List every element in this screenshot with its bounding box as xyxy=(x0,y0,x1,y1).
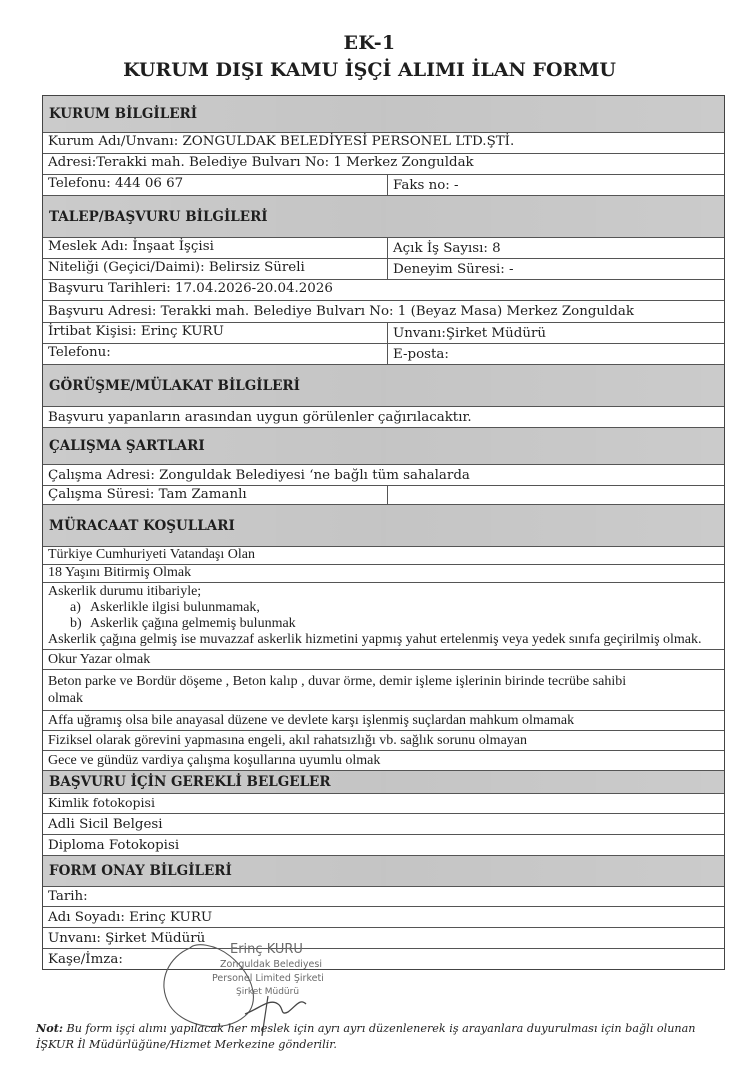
belgeler-item: Diploma Fotokopisi xyxy=(48,838,180,853)
talep-occupation: Meslek Adı: İnşaat İşçisi xyxy=(43,238,388,258)
talep-contact-row xyxy=(43,323,724,344)
kurum-name-row xyxy=(43,133,724,154)
belgeler-item: Kimlik fotokopisi xyxy=(48,795,155,810)
stamp-line-3: Personel Limited Şirketi xyxy=(212,973,324,984)
belgeler-item: Adli Sicil Belgesi xyxy=(48,817,163,832)
belgeler-row xyxy=(43,794,724,814)
muracaat-age: 18 Yaşını Bitirmiş Olmak xyxy=(48,565,192,580)
onay-title: Unvanı: Şirket Müdürü xyxy=(48,931,206,946)
military-item-a-label: a) xyxy=(70,600,81,615)
calisma-duration-row xyxy=(43,486,724,505)
talep-apply-address-row xyxy=(43,301,724,323)
footnote-label: Not: xyxy=(36,1021,63,1035)
muracaat-military-row xyxy=(43,583,724,650)
section-talep-heading: TALEP/BAŞVURU BİLGİLERİ xyxy=(43,196,724,238)
talep-email: E-posta: xyxy=(393,347,449,362)
talep-openings: Açık İş Sayısı: 8 xyxy=(393,241,501,256)
talep-nature: Niteliği (Geçici/Daimi): Belirsiz Süreli xyxy=(43,259,388,279)
muracaat-shift: Gece ve gündüz vardiya çalışma koşullarına uyumlu olmak xyxy=(48,753,381,768)
section-belgeler-heading: BAŞVURU İÇİN GEREKLİ BELGELER xyxy=(43,771,724,794)
military-item-b-label: b) xyxy=(70,616,82,631)
muracaat-experience: Beton parke ve Bordür döşeme , Beton kalıp , duvar örme, demir işleme işlerinin birinde tecrübe sahibi olmak xyxy=(48,674,627,706)
stamp-line-2: Zonguldak Belediyesi xyxy=(220,959,322,970)
section-onay-heading: FORM ONAY BİLGİLERİ xyxy=(43,856,724,887)
muracaat-experience-row xyxy=(43,670,724,711)
section-calisma-heading: ÇALIŞMA ŞARTLARI xyxy=(43,428,724,465)
talep-contact: İrtibat Kişisi: Erinç KURU xyxy=(43,323,388,343)
military-intro: Askerlik durumu itibariyle; xyxy=(48,584,202,599)
annex-label: EK-1 xyxy=(343,32,396,54)
belgeler-row xyxy=(43,835,724,856)
talep-apply-address: Başvuru Adresi: Terakki mah. Belediye Bulvarı No: 1 (Beyaz Masa) Merkez Zonguldak xyxy=(48,304,634,319)
kurum-fax: Faks no: - xyxy=(393,178,459,193)
onay-seal-row xyxy=(43,949,724,969)
talep-dates-row xyxy=(43,280,724,301)
footnote-text: Bu form işçi alımı yapılacak her meslek için ayrı ayrı düzenlenerek iş arayanlara duyurulması için bağlı olunan İŞKUR İl Müdürlüğüne/Hizmet Merkezine gönderilir. xyxy=(36,1022,696,1051)
military-note: Askerlik çağına gelmiş ise muvazzaf askerlik hizmetini yapmış yahut ertelenmiş veya yedek sınıfa geçirilmiş olmak. xyxy=(48,632,702,647)
stamp-line-4: Şirket Müdürü xyxy=(236,987,300,997)
calisma-duration-empty xyxy=(388,486,724,504)
calisma-address-row xyxy=(43,465,724,486)
footnote xyxy=(36,1020,726,1053)
onay-name: Adı Soyadı: Erinç KURU xyxy=(48,910,213,925)
gorusme-row xyxy=(43,407,724,428)
section-muracaat-heading: MÜRACAAT KOŞULLARI xyxy=(43,505,724,547)
job-posting-form xyxy=(42,95,725,970)
section-gorusme-heading: GÖRÜŞME/MÜLAKAT BİLGİLERİ xyxy=(43,365,724,407)
onay-name-row xyxy=(43,907,724,928)
belgeler-row xyxy=(43,814,724,835)
muracaat-military xyxy=(43,583,724,649)
talep-dates: Başvuru Tarihleri: 17.04.2026-20.04.2026 xyxy=(48,281,333,296)
calisma-duration: Çalışma Süresi: Tam Zamanlı xyxy=(43,486,388,504)
military-item-b xyxy=(48,616,719,632)
muracaat-health: Fiziksel olarak görevini yapmasına engeli, akıl rahatsızlığı vb. sağlık sorunu olmayan xyxy=(48,733,527,748)
muracaat-criminal-row xyxy=(43,711,724,731)
onay-date: Tarih: xyxy=(48,889,88,904)
talep-contact-title: Unvanı:Şirket Müdürü xyxy=(393,326,546,341)
military-item-a xyxy=(48,600,719,616)
calisma-address: Çalışma Adresi: Zonguldak Belediyesi ‘ne bağlı tüm sahalarda xyxy=(48,468,470,483)
kurum-phone: Telefonu: 444 06 67 xyxy=(43,175,388,195)
kurum-name: Kurum Adı/Unvanı: ZONGULDAK BELEDİYESİ PERSONEL LTD.ŞTİ. xyxy=(48,134,515,149)
stamp-line-1: Erinç KURU xyxy=(230,942,303,957)
kurum-address-row xyxy=(43,154,724,175)
onay-seal: Kaşe/İmza: xyxy=(48,952,123,967)
onay-date-row xyxy=(43,887,724,907)
form-title: KURUM DIŞI KAMU İŞÇİ ALIMI İLAN FORMU xyxy=(123,59,616,81)
document-header xyxy=(0,30,739,84)
muracaat-age-row xyxy=(43,565,724,583)
military-item-a-text: Askerlikle ilgisi bulunmamak, xyxy=(90,600,260,615)
talep-occupation-row xyxy=(43,238,724,259)
onay-title-row xyxy=(43,928,724,949)
muracaat-shift-row xyxy=(43,751,724,771)
talep-phone-row xyxy=(43,344,724,365)
muracaat-criminal: Affa uğramış olsa bile anayasal düzene ve devlete karşı işlenmiş suçlardan mahkum olmamak xyxy=(48,713,575,728)
kurum-address: Adresi:Terakki mah. Belediye Bulvarı No: 1 Merkez Zonguldak xyxy=(48,155,474,170)
muracaat-health-row xyxy=(43,731,724,751)
talep-experience: Deneyim Süresi: - xyxy=(393,262,514,277)
talep-phone: Telefonu: xyxy=(43,344,388,364)
military-item-b-text: Askerlik çağına gelmemiş bulunmak xyxy=(90,616,296,631)
gorusme-text: Başvuru yapanların arasından uygun görülenler çağırılacaktır. xyxy=(48,410,472,425)
muracaat-citizen-row xyxy=(43,547,724,565)
section-kurum-heading: KURUM BİLGİLERİ xyxy=(43,96,724,133)
talep-nature-row xyxy=(43,259,724,280)
muracaat-citizen: Türkiye Cumhuriyeti Vatandaşı Olan xyxy=(48,547,255,562)
muracaat-literate: Okur Yazar olmak xyxy=(48,652,151,667)
kurum-phone-row xyxy=(43,175,724,196)
muracaat-literate-row xyxy=(43,650,724,670)
